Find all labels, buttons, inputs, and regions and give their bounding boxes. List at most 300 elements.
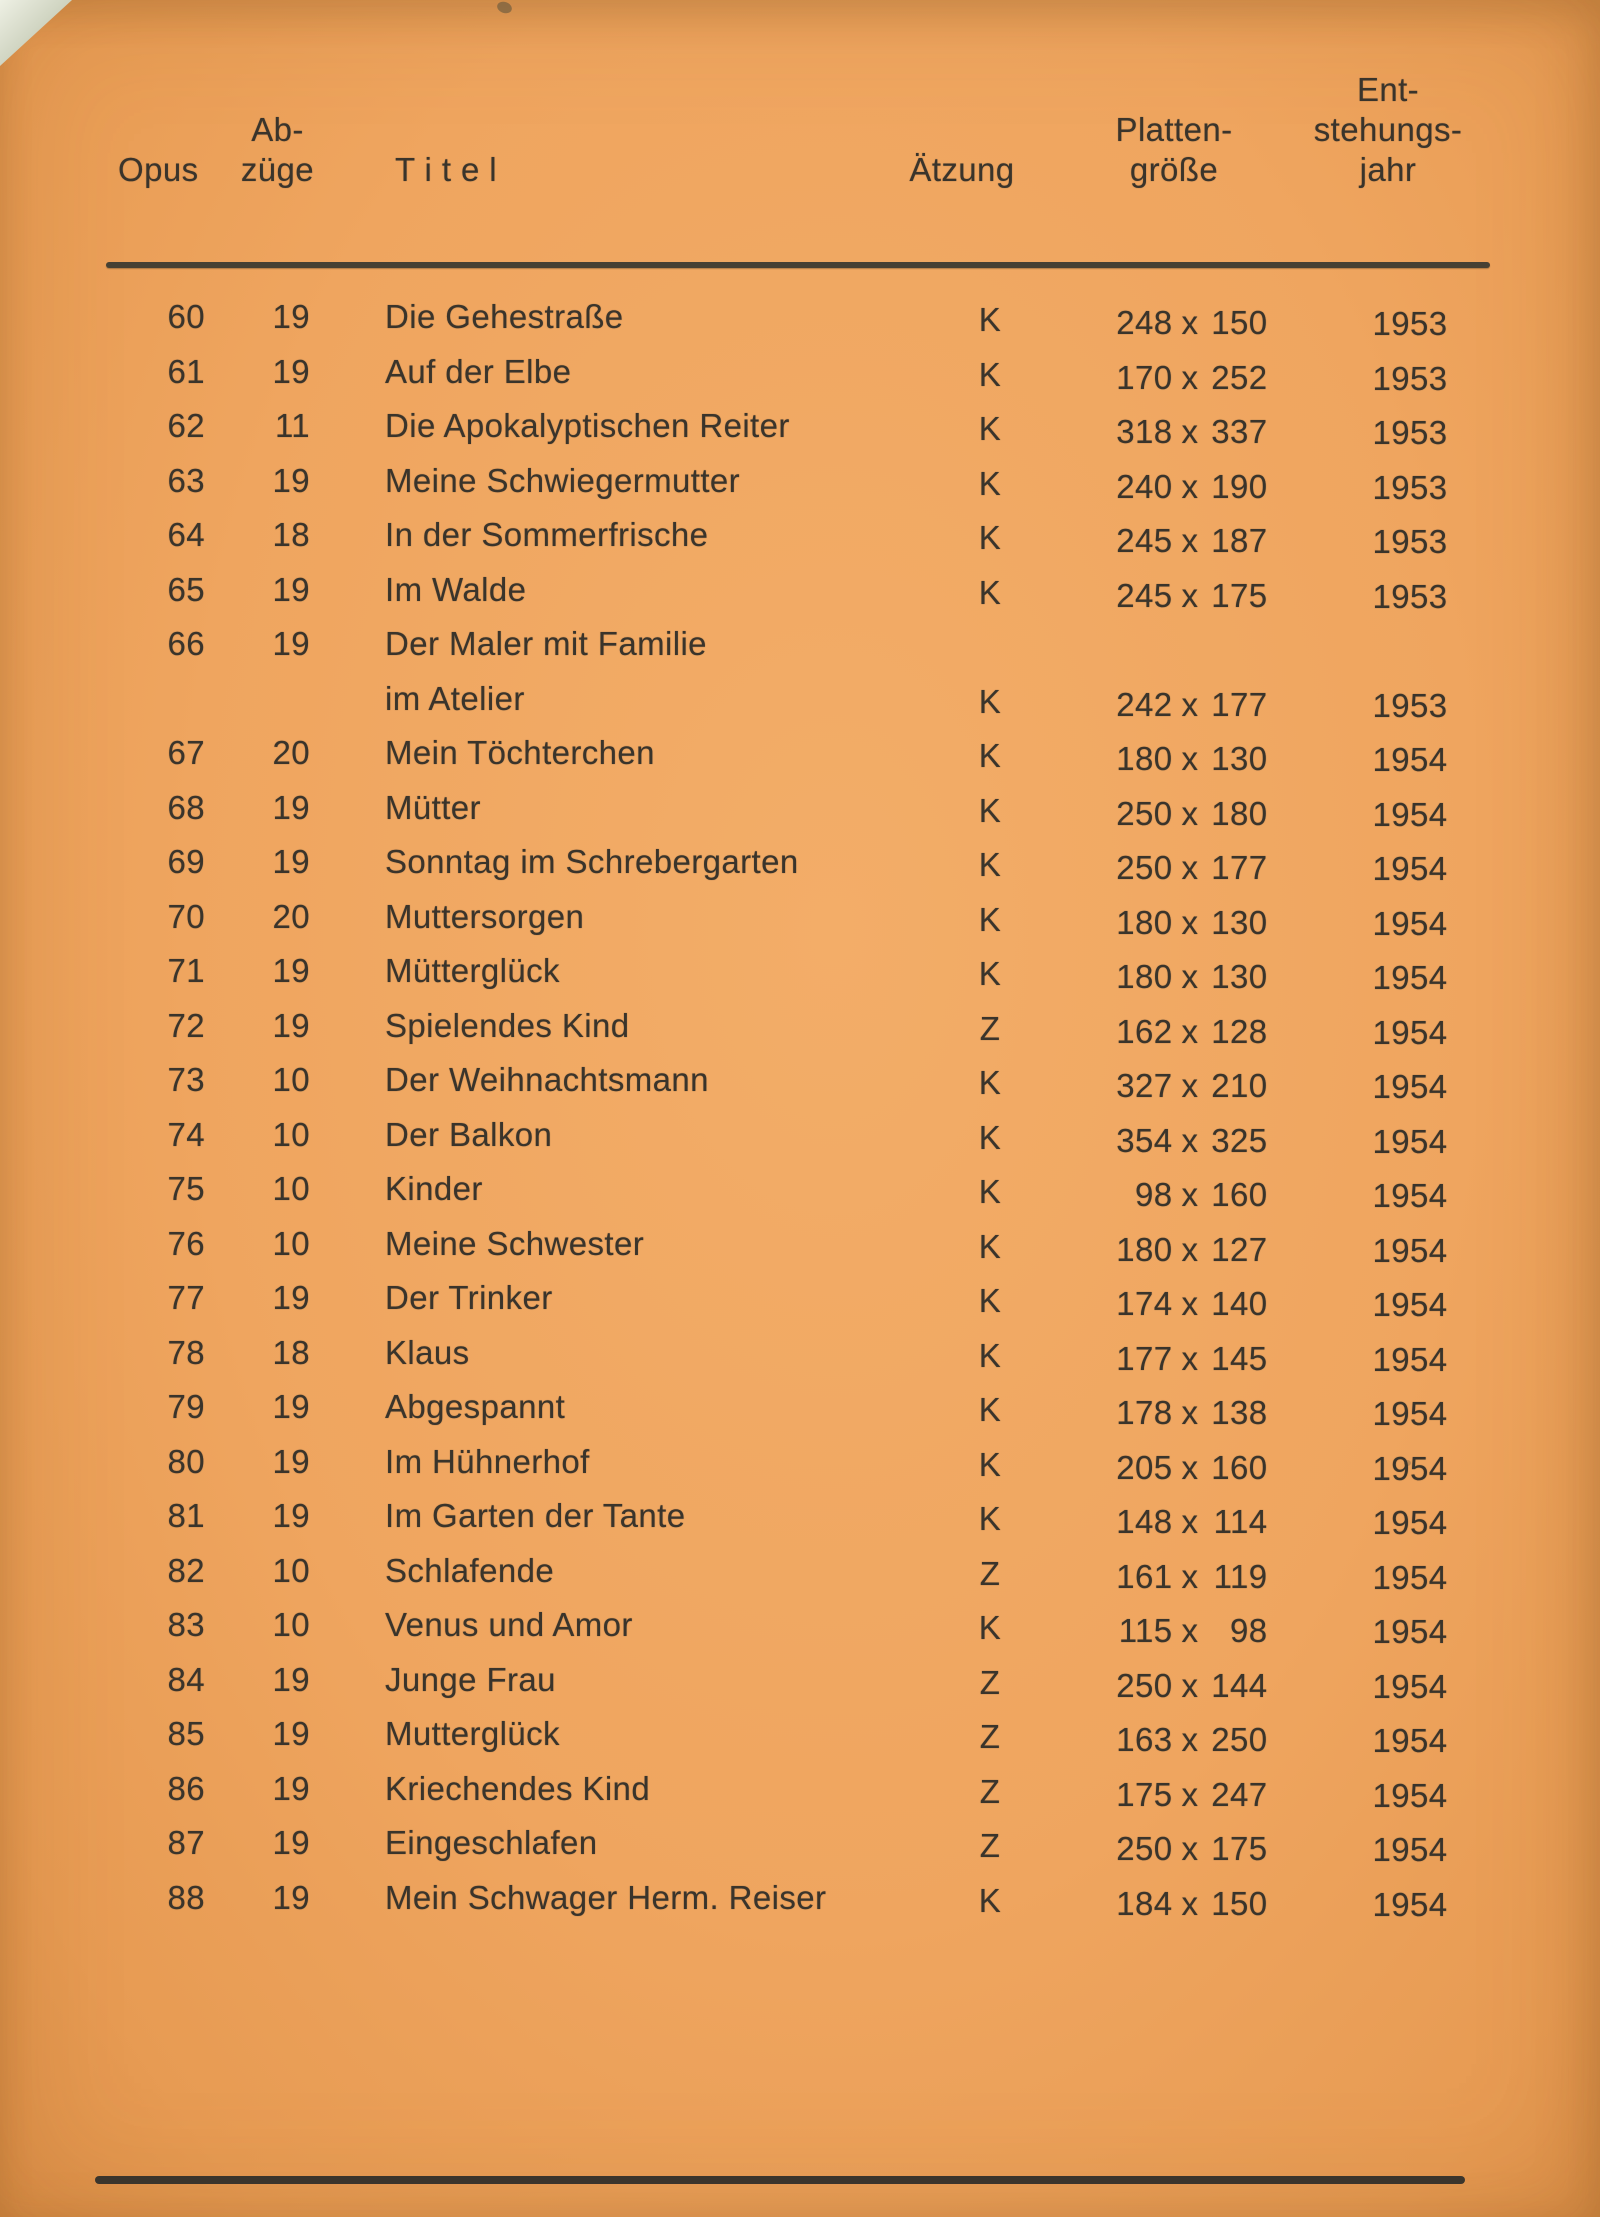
aetzung-cell: Z: [979, 1827, 1001, 1864]
plate-width-value: 180: [1116, 903, 1173, 941]
dimension-separator: x: [1181, 1884, 1199, 1922]
aetzung-cell: Z: [979, 1554, 1001, 1592]
jahr-cell: 1953: [1372, 359, 1448, 397]
plattengroesse-cell: [1055, 1659, 1325, 1714]
plattengroesse-cell: [1055, 1223, 1325, 1278]
plate-height-value: 150: [1211, 1884, 1268, 1922]
jahr-cell: 1953: [1372, 305, 1448, 342]
jahr-cell: 1954: [1372, 1286, 1448, 1323]
dimension-separator: x: [1181, 1394, 1199, 1431]
aetzung-cell: K: [978, 1391, 1002, 1428]
abzuege-cell: 19: [272, 1769, 310, 1807]
aetzung-cell: K: [978, 791, 1002, 829]
titel-cell: Meine Schwester: [385, 1224, 645, 1262]
plate-height-value: 138: [1211, 1394, 1268, 1431]
titel-cell: Schlafende: [385, 1551, 555, 1589]
table-row: [110, 1707, 1495, 1762]
aetzung-cell: K: [978, 682, 1002, 720]
aetzung-cell: Z: [979, 1009, 1001, 1047]
header-titel: [310, 150, 925, 190]
paper-speck: [496, 0, 514, 15]
plate-width-value: 318: [1116, 413, 1173, 450]
abzuege-cell: 19: [272, 1442, 310, 1480]
titel-cell: Mütterglück: [385, 952, 560, 989]
opus-cell: 87: [167, 1824, 205, 1861]
abzuege-cell: 10: [272, 1061, 310, 1098]
opus-cell: 68: [167, 788, 205, 826]
plate-width-value: 177: [1116, 1339, 1173, 1377]
titel-cell: Muttersorgen: [385, 897, 585, 935]
plate-width-value: 240: [1116, 467, 1173, 505]
opus-cell: 76: [167, 1224, 205, 1262]
plattengroesse-cell: [1055, 1604, 1325, 1659]
dimension-separator: x: [1181, 1721, 1199, 1758]
dimension-separator: x: [1181, 1121, 1199, 1159]
aetzung-cell: K: [978, 1118, 1002, 1156]
plate-width-value: 327: [1116, 1067, 1173, 1104]
header-titel-label: T i t e l: [395, 151, 498, 188]
aetzung-cell: K: [978, 1282, 1002, 1319]
plate-height-value: 250: [1211, 1721, 1268, 1758]
plattengroesse-cell: [1055, 1059, 1325, 1114]
table-row: [110, 1162, 1495, 1217]
opus-cell: 79: [167, 1388, 205, 1425]
abzuege-cell: 19: [272, 1388, 310, 1425]
abzuege-cell: 19: [272, 1660, 310, 1698]
plattengroesse-cell: [1055, 787, 1325, 842]
plattengroesse-cell: [1055, 1332, 1325, 1387]
dimension-separator: x: [1181, 467, 1199, 505]
table-row: [110, 1816, 1495, 1871]
jahr-cell: [1325, 624, 1495, 679]
header-opus-label: Opus: [118, 151, 199, 188]
plate-height-value: 175: [1211, 1830, 1268, 1867]
abzuege-cell: 19: [272, 952, 310, 989]
dimension-separator: x: [1181, 1067, 1199, 1104]
header-entstehungsjahr-line3: jahr: [1359, 151, 1417, 188]
plate-height-value: 160: [1211, 1448, 1268, 1486]
plate-width-value: [1121, 623, 1181, 678]
aetzung-cell: K: [978, 1609, 1002, 1646]
aetzung-cell: K: [978, 1064, 1002, 1101]
plattengroesse-cell: [1055, 569, 1325, 624]
header-opus: [110, 150, 205, 190]
table-row: [110, 781, 1495, 836]
plattengroesse-cell: [1055, 1168, 1325, 1223]
titel-cell: Die Gehestraße: [385, 298, 624, 335]
plate-width-value: 245: [1116, 522, 1173, 559]
dimension-separator: x: [1181, 1775, 1199, 1813]
header-abzuege-line2: züge: [240, 151, 315, 188]
opus-cell: 81: [167, 1497, 205, 1534]
aetzung-cell: [925, 620, 1055, 675]
dimension-separator: x: [1181, 1176, 1199, 1213]
dimension-separator: x: [1181, 413, 1199, 450]
jahr-cell: 1954: [1372, 1013, 1448, 1051]
opus-cell: 65: [167, 570, 205, 608]
titel-cell: Junge Frau: [385, 1660, 556, 1698]
jahr-cell: 1953: [1372, 577, 1448, 615]
jahr-cell: 1954: [1372, 959, 1448, 996]
plate-width-value: 184: [1116, 1884, 1173, 1922]
opus-cell: 64: [167, 516, 205, 553]
titel-cell: Mein Töchterchen: [385, 734, 655, 771]
table-row: [110, 1271, 1495, 1326]
table-row: [110, 1598, 1495, 1653]
plattengroesse-cell: [1055, 1005, 1325, 1060]
jahr-cell: 1953: [1372, 686, 1448, 724]
dimension-separator: x: [1181, 1012, 1199, 1050]
plattengroesse-cell: [1055, 732, 1325, 787]
dimension-separator: x: [1181, 1448, 1199, 1486]
jahr-cell: 1953: [1372, 414, 1448, 451]
opus-cell: 82: [167, 1551, 205, 1589]
opus-cell: 85: [167, 1715, 205, 1752]
jahr-cell: 1953: [1372, 468, 1448, 506]
jahr-cell: 1954: [1372, 1231, 1448, 1269]
jahr-cell: 1954: [1372, 1885, 1448, 1923]
opus-cell: 70: [167, 897, 205, 935]
titel-cell: Meine Schwiegermutter: [385, 461, 741, 499]
plate-height-value: 119: [1213, 1557, 1268, 1595]
abzuege-cell: 19: [272, 1497, 310, 1534]
plate-width-value: 250: [1116, 849, 1173, 886]
abzuege-cell: 19: [272, 1878, 310, 1916]
table-row: [110, 1435, 1495, 1490]
opus-cell: 66: [167, 625, 205, 662]
plate-width-value: 98: [1135, 1176, 1173, 1213]
plate-width-value: 174: [1116, 1285, 1173, 1322]
plate-height-value: 175: [1211, 576, 1268, 614]
aetzung-cell: Z: [979, 1772, 1001, 1810]
plattengroesse-cell: [1055, 1877, 1325, 1932]
titel-cell: Auf der Elbe: [385, 352, 572, 390]
opus-cell: 73: [167, 1061, 205, 1098]
abzuege-cell: 19: [272, 570, 310, 608]
plattengroesse-cell: [1055, 1495, 1325, 1550]
plate-height-value: 130: [1211, 903, 1268, 941]
jahr-cell: 1954: [1372, 1504, 1448, 1541]
plate-height-value: 247: [1211, 1775, 1268, 1813]
plate-width-value: 205: [1116, 1448, 1173, 1486]
opus-cell: 60: [167, 298, 205, 335]
abzuege-cell: 19: [272, 352, 310, 390]
titel-cell: Die Apokalyptischen Reiter: [385, 407, 790, 444]
plate-height-value: 130: [1211, 958, 1268, 995]
plate-height-value: 337: [1211, 413, 1268, 450]
plate-width-value: 175: [1116, 1775, 1173, 1813]
table-row: [110, 672, 1495, 727]
aetzung-cell: K: [978, 846, 1002, 883]
table-row: [110, 1653, 1495, 1708]
header-abzuege: [225, 110, 330, 190]
dimension-separator: x: [1181, 358, 1199, 396]
plattengroesse-cell: [1055, 1441, 1325, 1496]
aetzung-cell: K: [978, 410, 1002, 447]
plate-width-value: 148: [1116, 1503, 1173, 1540]
header-entstehungsjahr: [1303, 70, 1473, 190]
opus-cell: 63: [167, 461, 205, 499]
aetzung-cell: K: [978, 519, 1002, 556]
plate-width-value: 180: [1116, 958, 1173, 995]
abzuege-cell: 20: [272, 734, 310, 771]
aetzung-cell: K: [978, 1173, 1002, 1210]
titel-cell: Kinder: [385, 1170, 483, 1207]
plate-width-value: 170: [1116, 358, 1173, 396]
bottom-rule: [95, 2176, 1465, 2184]
plattengroesse-cell: [1055, 405, 1325, 460]
abzuege-cell: 19: [272, 1006, 310, 1044]
titel-cell: Der Maler mit Familie: [385, 625, 707, 662]
opus-cell: 67: [167, 734, 205, 771]
jahr-cell: 1954: [1372, 1177, 1448, 1214]
plate-height-value: 130: [1211, 740, 1268, 777]
table-row: [110, 1762, 1495, 1817]
opus-cell: 88: [167, 1878, 205, 1916]
plate-width-value: 161: [1116, 1557, 1173, 1595]
jahr-cell: 1954: [1372, 1831, 1448, 1868]
table-row: [110, 1217, 1495, 1272]
opus-cell: 61: [167, 352, 205, 390]
plate-height-value: 177: [1211, 849, 1268, 886]
aetzung-cell: K: [978, 301, 1002, 338]
plattengroesse-cell: [1055, 460, 1325, 515]
abzuege-cell: [205, 672, 310, 727]
plate-height-value: 144: [1211, 1666, 1268, 1704]
plate-height-value: 98: [1229, 1612, 1268, 1649]
dimension-separator: x: [1181, 849, 1199, 886]
page-corner-tear: [0, 0, 72, 66]
aetzung-cell: K: [978, 573, 1002, 611]
table-row: [110, 617, 1495, 672]
jahr-cell: 1954: [1372, 904, 1448, 942]
titel-cell: Mein Schwager Herm. Reiser: [385, 1878, 827, 1916]
table-row: [110, 290, 1495, 345]
aetzung-cell: K: [978, 900, 1002, 938]
abzuege-cell: 10: [272, 1551, 310, 1589]
plattengroesse-cell: [1055, 623, 1325, 678]
dimension-separator: x: [1181, 958, 1199, 995]
plate-height-value: 190: [1211, 467, 1268, 505]
plate-height-value: 210: [1211, 1067, 1268, 1104]
dimension-separator: x: [1181, 740, 1199, 777]
titel-cell: Kriechendes Kind: [385, 1769, 651, 1807]
titel-cell: Venus und Amor: [385, 1606, 633, 1643]
plattengroesse-cell: [1055, 1114, 1325, 1169]
header-entstehungsjahr-line2: stehungs-: [1313, 111, 1463, 148]
plate-width-value: 250: [1116, 794, 1173, 832]
table-row: [110, 454, 1495, 509]
plate-height-value: 114: [1213, 1503, 1268, 1540]
aetzung-cell: K: [978, 1227, 1002, 1265]
plate-height-value: 180: [1211, 794, 1268, 832]
header-aetzung-label: Ätzung: [909, 151, 1015, 188]
abzuege-cell: 11: [274, 407, 310, 444]
plattengroesse-cell: [1055, 841, 1325, 896]
aetzung-cell: K: [978, 464, 1002, 502]
table-row: [110, 345, 1495, 400]
table-row: [110, 1326, 1495, 1381]
abzuege-cell: 10: [272, 1115, 310, 1153]
opus-cell: 86: [167, 1769, 205, 1807]
plattengroesse-cell: [1055, 1277, 1325, 1332]
table-row: [110, 563, 1495, 618]
plate-height-value: 177: [1211, 685, 1268, 723]
abzuege-cell: 19: [272, 1715, 310, 1752]
dimension-separator: x: [1181, 1612, 1199, 1649]
table-row: [110, 399, 1495, 454]
aetzung-cell: K: [978, 737, 1002, 774]
table-row: [110, 1380, 1495, 1435]
header-plattengroesse: [1039, 110, 1309, 190]
header-entstehungsjahr-line1: Ent-: [1356, 71, 1420, 108]
opus-cell: 78: [167, 1333, 205, 1371]
dimension-separator: x: [1181, 1666, 1199, 1704]
dimension-separator: x: [1181, 685, 1199, 723]
titel-cell: Mutterglück: [385, 1715, 560, 1752]
plate-width-value: 180: [1116, 1230, 1173, 1268]
plate-height-value: 252: [1211, 358, 1268, 396]
abzuege-cell: 10: [272, 1606, 310, 1643]
plate-width-value: 245: [1116, 576, 1173, 614]
dimension-separator: x: [1181, 576, 1199, 614]
plattengroesse-cell: [1055, 1550, 1325, 1605]
plattengroesse-cell: [1055, 351, 1325, 406]
opus-cell: 80: [167, 1442, 205, 1480]
plate-width-value: 178: [1116, 1394, 1173, 1431]
table-header: [110, 70, 1495, 190]
abzuege-cell: 19: [272, 1824, 310, 1861]
plate-height-value: 127: [1211, 1230, 1268, 1268]
dimension-separator: x: [1181, 304, 1199, 341]
plate-width-value: 354: [1116, 1121, 1173, 1159]
titel-cell: Sonntag im Schrebergarten: [385, 843, 799, 880]
abzuege-cell: 10: [272, 1224, 310, 1262]
plattengroesse-cell: [1055, 1386, 1325, 1441]
opus-cell: 72: [167, 1006, 205, 1044]
dimension-separator: x: [1181, 1557, 1199, 1595]
table-body: [110, 290, 1495, 1925]
opus-cell: 83: [167, 1606, 205, 1643]
table-row: [110, 835, 1495, 890]
plate-height-value: 128: [1211, 1012, 1268, 1050]
titel-cell: Der Trinker: [385, 1279, 553, 1316]
header-plattengroesse-line1: Platten-: [1115, 111, 1233, 148]
plattengroesse-cell: [1055, 896, 1325, 951]
opus-cell: 75: [167, 1170, 205, 1207]
plate-width-value: 250: [1116, 1830, 1173, 1867]
jahr-cell: 1954: [1372, 741, 1448, 778]
opus-cell: 74: [167, 1115, 205, 1153]
jahr-cell: 1954: [1372, 1122, 1448, 1160]
titel-cell: Mütter: [385, 788, 481, 826]
jahr-cell: 1954: [1372, 795, 1448, 833]
plattengroesse-cell: [1055, 1822, 1325, 1877]
jahr-cell: 1954: [1372, 1613, 1448, 1650]
abzuege-cell: 19: [272, 625, 310, 662]
plate-height-value: [1199, 623, 1259, 678]
aetzung-cell: K: [978, 955, 1002, 992]
plate-height-value: 160: [1211, 1176, 1268, 1213]
table-row: [110, 890, 1495, 945]
table-row: [110, 1544, 1495, 1599]
plate-height-value: 325: [1211, 1121, 1268, 1159]
jahr-cell: 1954: [1372, 1449, 1448, 1487]
titel-cell: Abgespannt: [385, 1388, 566, 1425]
plattengroesse-cell: [1055, 514, 1325, 569]
plate-width-value: 242: [1116, 685, 1173, 723]
aetzung-cell: Z: [979, 1718, 1001, 1755]
abzuege-cell: 20: [272, 897, 310, 935]
plattengroesse-cell: [1055, 950, 1325, 1005]
opus-cell: 62: [167, 407, 205, 444]
opus-cell: 71: [167, 952, 205, 989]
abzuege-cell: 10: [272, 1170, 310, 1207]
jahr-cell: 1954: [1372, 1340, 1448, 1378]
dimension-separator: x: [1181, 1503, 1199, 1540]
jahr-cell: 1954: [1372, 1722, 1448, 1759]
opus-cell: 77: [167, 1279, 205, 1316]
plate-height-value: 187: [1211, 522, 1268, 559]
dimension-separator: x: [1181, 1339, 1199, 1377]
jahr-cell: 1954: [1372, 1667, 1448, 1705]
table-row: [110, 944, 1495, 999]
dimension-separator: x: [1181, 1230, 1199, 1268]
plate-width-value: 250: [1116, 1666, 1173, 1704]
table-row: [110, 508, 1495, 563]
plattengroesse-cell: [1055, 678, 1325, 733]
table-row: [110, 1108, 1495, 1163]
abzuege-cell: 19: [272, 461, 310, 499]
titel-cell: Im Garten der Tante: [385, 1497, 686, 1534]
aetzung-cell: K: [978, 355, 1002, 393]
aetzung-cell: K: [978, 1500, 1002, 1537]
titel-cell: Spielendes Kind: [385, 1006, 630, 1044]
titel-cell: In der Sommerfrische: [385, 516, 709, 553]
dimension-separator: x: [1181, 903, 1199, 941]
table-row: [110, 726, 1495, 781]
aetzung-cell: Z: [979, 1663, 1001, 1701]
table-row: [110, 1053, 1495, 1108]
plate-height-value: 145: [1211, 1339, 1268, 1377]
opus-cell: 69: [167, 843, 205, 880]
header-plattengroesse-line2: größe: [1129, 151, 1219, 188]
dimension-separator: x: [1181, 1285, 1199, 1322]
abzuege-cell: 19: [272, 298, 310, 335]
jahr-cell: 1954: [1372, 850, 1448, 887]
header-abzuege-line1: Ab-: [251, 111, 304, 148]
abzuege-cell: 19: [272, 1279, 310, 1316]
jahr-cell: 1954: [1372, 1558, 1448, 1596]
plate-height-value: 140: [1211, 1285, 1268, 1322]
opus-cell: [110, 672, 205, 727]
titel-cell: Der Balkon: [385, 1115, 553, 1153]
plate-width-value: 163: [1116, 1721, 1173, 1758]
dimension-separator: x: [1181, 522, 1199, 559]
dimension-separator: x: [1181, 1830, 1199, 1867]
header-aetzung: [897, 150, 1027, 190]
abzuege-cell: 19: [272, 843, 310, 880]
abzuege-cell: 18: [272, 516, 310, 553]
titel-cell: Klaus: [385, 1333, 470, 1371]
plate-height-value: 150: [1211, 304, 1268, 341]
aetzung-cell: K: [978, 1336, 1002, 1374]
table-row: [110, 1489, 1495, 1544]
plate-width-value: 180: [1116, 740, 1173, 777]
opus-cell: 84: [167, 1660, 205, 1698]
titel-cell: im Atelier: [385, 679, 525, 717]
dimension-separator: x: [1181, 794, 1199, 832]
